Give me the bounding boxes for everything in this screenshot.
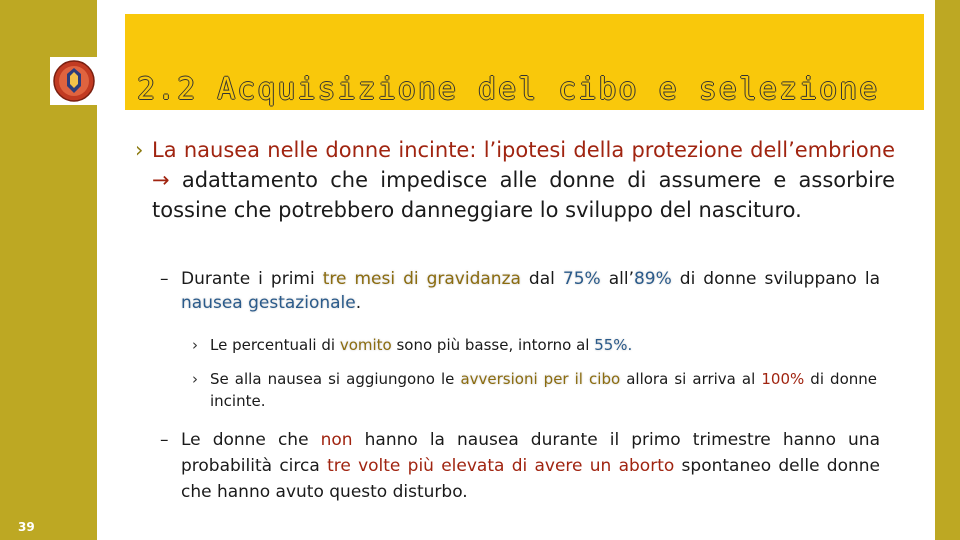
- text-run: Se alla nausea si aggiungono le: [210, 370, 461, 388]
- bullet-text: [135, 135, 895, 225]
- bullet-embryo-protection: [135, 135, 895, 225]
- bullet-marker: –: [160, 269, 169, 289]
- right-decor-band: [935, 0, 960, 540]
- bullet-marker: ›: [135, 138, 144, 162]
- highlight-gold: avversioni per il cibo: [460, 370, 621, 388]
- bullet-marker: ›: [192, 336, 198, 354]
- text-run: Durante i primi: [181, 269, 323, 289]
- bullet-miscarriage: [160, 427, 880, 505]
- text-run: all’: [600, 269, 634, 289]
- text-run: .: [355, 293, 362, 313]
- bullet-marker: –: [160, 430, 169, 450]
- highlight-blue: nausea gestazionale: [181, 293, 356, 313]
- bullet-first-months: [160, 267, 880, 315]
- highlight-red: non: [320, 430, 353, 450]
- text-run: di donne incinte.: [210, 370, 877, 410]
- bullet-text: [192, 334, 877, 356]
- bullet-marker: ›: [192, 370, 198, 388]
- highlight-gold: tre mesi di gravidanza: [322, 269, 521, 289]
- highlight-red: tre volte più elevata di avere un aborto: [327, 456, 675, 476]
- highlight-blue: 89%: [633, 269, 672, 289]
- bullet-text: [192, 368, 877, 412]
- text-run: Le percentuali di: [210, 336, 340, 354]
- highlight-gold: vomito: [339, 336, 392, 354]
- text-run: hanno la nausea durante il primo trimestre hanno una probabilità circa: [181, 430, 881, 476]
- page-number: 39: [18, 520, 35, 534]
- bullet-text: [160, 267, 880, 315]
- university-seal-icon: [50, 57, 98, 105]
- title-header-bar: [125, 14, 924, 110]
- text-run: Le donne che: [181, 430, 321, 450]
- bullet-vomiting: [192, 334, 877, 356]
- arrow-right-icon: →: [152, 168, 170, 192]
- highlight-blue: 75%: [562, 269, 601, 289]
- text-run: di donne sviluppano la: [671, 269, 880, 289]
- text-run: adattamento che impedisce alle donne di assumere e assorbire tossine che potrebbero danneggiare lo sviluppo del nascituro.: [152, 168, 895, 222]
- highlight-red: 100%: [761, 370, 805, 388]
- highlight-red: La nausea nelle donne incinte: l’ipotesi della protezione dell’embrione: [152, 138, 895, 162]
- highlight-blue: 55%.: [594, 336, 633, 354]
- text-run: dal: [520, 269, 563, 289]
- text-run: spontaneo delle donne che hanno avuto questo disturbo.: [181, 456, 881, 502]
- text-run: sono più basse, intorno al: [391, 336, 595, 354]
- bullet-aversions: [192, 368, 877, 412]
- text-run: allora si arriva al: [620, 370, 762, 388]
- bullet-text: [160, 427, 880, 505]
- slide-title: 2.2 Acquisizione del cibo e selezione: [137, 72, 880, 107]
